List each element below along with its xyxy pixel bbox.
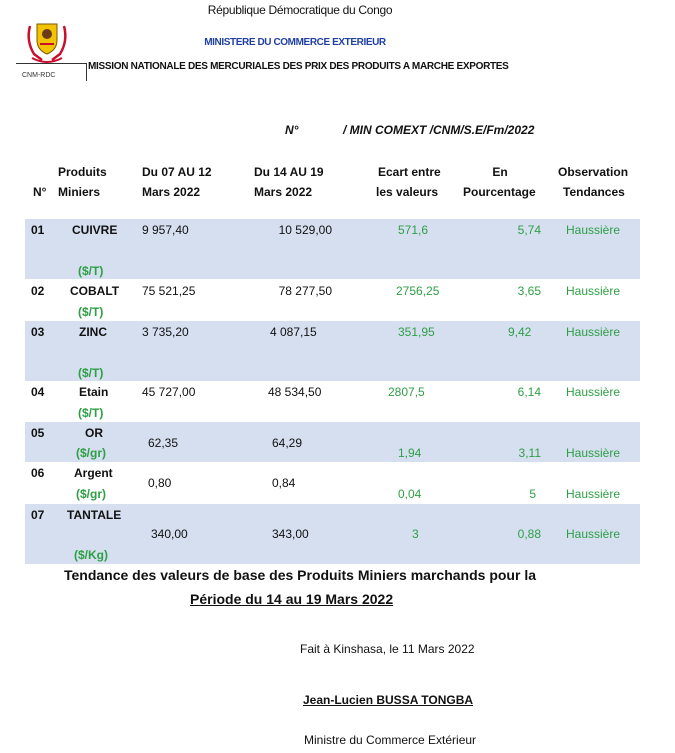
table-row-02-value2: 78 277,50 (278, 284, 332, 298)
table-row-01-value2: 10 529,00 (278, 223, 332, 237)
table-row-04-num: 04 (31, 385, 45, 399)
table-row-04-value1: 45 727,00 (142, 385, 196, 399)
table-row-02-product: COBALT (70, 284, 120, 298)
ministry-name: MINISTERE DU COMMERCE EXTERIEUR (204, 37, 386, 48)
summary-line-1: Tendance des valeurs de base des Produits Miniers marchands pour la (63, 567, 536, 583)
header-period2-1: Du 14 AU 19 (254, 165, 324, 179)
table-row-01-unit: ($/T) (78, 264, 104, 278)
header-gap-2: les valeurs (376, 185, 439, 199)
table-row-02-gap: 2756,25 (396, 284, 440, 298)
table-row-02-value1: 75 521,25 (142, 284, 196, 298)
table-row-05-pct: 3,11 (518, 446, 541, 460)
header-period1-1: Du 07 AU 12 (142, 165, 212, 179)
header-product-1: Produits (58, 165, 107, 179)
table-row-06-gap: 0,04 (398, 487, 422, 501)
table-row-02-unit: ($/T) (78, 305, 104, 319)
summary-line-2: Période du 14 au 19 Mars 2022 (190, 591, 394, 607)
table-row-02-obs: Haussière (566, 284, 621, 298)
table-row-05-obs: Haussière (566, 446, 621, 460)
header-period2-2: Mars 2022 (254, 185, 313, 199)
table-row-07-gap: 3 (412, 527, 419, 541)
table-row-05-value1: 62,35 (148, 436, 179, 450)
table-row-04-unit: ($/T) (78, 406, 104, 420)
table-row-06-product: Argent (74, 466, 113, 480)
table-row-06-value1: 0,80 (148, 476, 172, 490)
table-row-01-value1: 9 957,40 (142, 223, 189, 237)
table-row-03-value1: 3 735,20 (142, 325, 189, 339)
table-row-07-product: TANTALE (67, 508, 122, 522)
table-row-02-pct: 3,65 (517, 284, 541, 298)
table-row-02-num: 02 (31, 284, 45, 298)
table-row-01-gap: 571,6 (398, 223, 429, 237)
table-row-07-obs: Haussière (566, 527, 621, 541)
table-row-03-obs: Haussière (566, 325, 621, 339)
table-row-07-value2: 343,00 (272, 527, 309, 541)
table-row-06-pct: 5 (529, 487, 536, 501)
table-row-04-value2: 48 534,50 (268, 385, 322, 399)
table-row-07-pct: 0,88 (517, 527, 541, 541)
table-row-03-num: 03 (31, 325, 45, 339)
table-row-06-obs: Haussière (566, 487, 621, 501)
table-row-05-gap: 1,94 (398, 446, 422, 460)
table-row-01-product: CUIVRE (72, 223, 118, 237)
row-band-05 (25, 422, 640, 462)
table-row-03-gap: 351,95 (398, 325, 435, 339)
header-gap-1: Ecart entre (378, 165, 441, 179)
table-row-04-product: Etain (79, 385, 109, 399)
table-row-03-product: ZINC (79, 325, 107, 339)
signatory-title: Ministre du Commerce Extérieur (304, 733, 477, 747)
header-obs-1: Observation (558, 165, 629, 179)
header-num: N° (33, 185, 47, 199)
header-obs-2: Tendances (563, 185, 625, 199)
table-row-05-product: OR (85, 426, 103, 440)
table-row-05-value2: 64,29 (272, 436, 303, 450)
table-row-05-num: 05 (31, 426, 45, 440)
place-date: Fait à Kinshasa, le 11 Mars 2022 (300, 642, 475, 656)
table-row-03-value2: 4 087,15 (270, 325, 317, 339)
header-pct-1: En (492, 165, 508, 179)
table-row-07-unit: ($/Kg) (74, 548, 108, 562)
table-row-01-pct: 5,74 (517, 223, 541, 237)
table-row-06-value2: 0,84 (272, 476, 296, 490)
country-name: République Démocratique du Congo (207, 3, 393, 17)
table-row-07-value1: 340,00 (151, 527, 188, 541)
table-row-06-unit: ($/gr) (76, 487, 106, 501)
table-row-04-pct: 6,14 (517, 385, 541, 399)
row-band-03 (25, 321, 640, 381)
table-row-06-num: 06 (31, 466, 45, 480)
table-row-04-gap: 2807,5 (388, 385, 425, 399)
header-period1-2: Mars 2022 (142, 185, 201, 199)
table-row-07-num: 07 (31, 508, 45, 522)
table-row-05-unit: ($/gr) (76, 446, 106, 460)
table-row-01-num: 01 (31, 223, 45, 237)
table-row-03-pct: 9,42 (508, 325, 532, 339)
signatory-name: Jean-Lucien BUSSA TONGBA (303, 693, 474, 707)
table-row-03-unit: ($/T) (78, 366, 104, 380)
table-row-01-obs: Haussière (566, 223, 621, 237)
table-row-04-obs: Haussière (566, 385, 621, 399)
header-product-2: Miniers (58, 185, 101, 199)
header-pct-2: Pourcentage (463, 185, 536, 199)
logo-caption: CNM-RDC (22, 72, 56, 79)
commission-name: MISSION NATIONALE DES MERCURIALES DES PRIX DES PRODUITS A MARCHE EXPORTES (88, 61, 509, 72)
reference-label: N° (285, 123, 299, 137)
reference-code: / MIN COMEXT /CNM/S.E/Fm/2022 (343, 123, 535, 137)
